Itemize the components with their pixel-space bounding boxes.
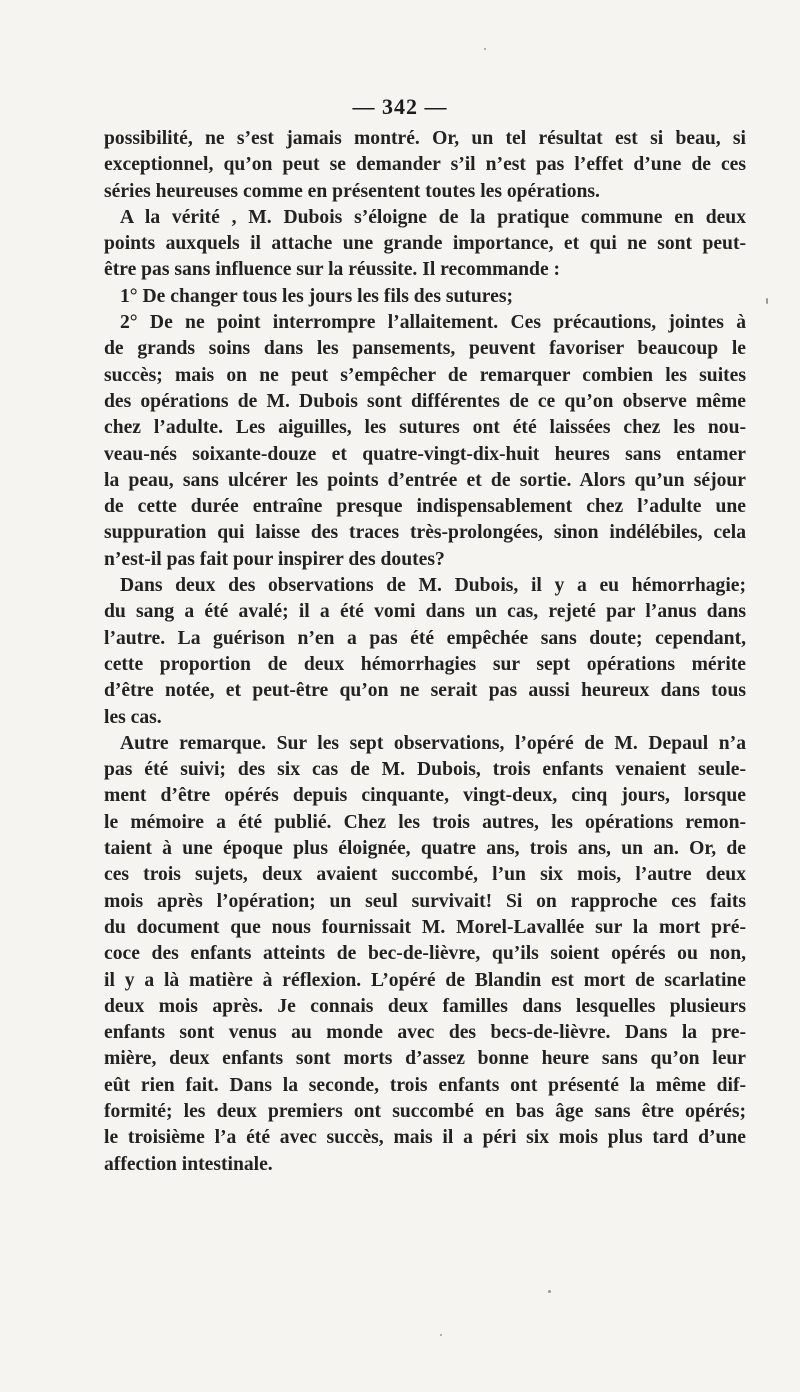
text-line: il y a là matière à réflexion. L’opéré de Blandin est mort de scarlatine bbox=[104, 969, 746, 991]
text-line: 1° De changer tous les jours les fils des sutures; bbox=[120, 285, 513, 307]
text-line: ces trois sujets, deux avaient succombé, l’un six mois, l’autre deux bbox=[104, 864, 746, 886]
text-line: mois après l’opération; un seul survivait! Si on rapproche ces faits bbox=[104, 890, 746, 912]
body-text bbox=[104, 126, 746, 1178]
text-line: séries heureuses comme en présentent toutes les opérations. bbox=[104, 180, 600, 202]
text-line: Dans deux des observations de M. Dubois, il y a eu hémorrhagie; bbox=[120, 575, 746, 597]
text-line: mière, deux enfants sont morts d’assez bonne heure sans qu’on leur bbox=[104, 1048, 746, 1070]
text-line: eût rien fait. Dans la seconde, trois enfants ont présenté la même dif- bbox=[104, 1074, 746, 1096]
text-line: cette proportion de deux hémorrhagies sur sept opérations mérite bbox=[104, 653, 746, 675]
scan-speck bbox=[484, 48, 486, 50]
text-line: exceptionnel, qu’on peut se demander s’il n’est pas l’effet d’une de ces bbox=[104, 154, 746, 176]
text-line: d’être notée, et peut-être qu’on ne serait pas aussi heureux dans tous bbox=[104, 680, 746, 702]
text-line: formité; les deux premiers ont succombé en bas âge sans être opérés; bbox=[104, 1100, 746, 1122]
text-line: l’autre. La guérison n’en a pas été empêchée sans doute; cependant, bbox=[104, 627, 746, 649]
text-line: de cette durée entraîne presque indispensablement chez l’adulte une bbox=[104, 496, 746, 518]
text-line: possibilité, ne s’est jamais montré. Or, un tel résultat est si beau, si bbox=[104, 128, 746, 149]
scan-speck bbox=[548, 1290, 551, 1293]
text-line: être pas sans influence sur la réussite. Il recommande : bbox=[104, 259, 561, 281]
text-line: des opérations de M. Dubois sont différentes de ce qu’on observe même bbox=[104, 390, 746, 412]
text-line: n’est-il pas fait pour inspirer des doutes? bbox=[104, 548, 445, 570]
scan-speck bbox=[440, 1334, 442, 1336]
text-line: A la vérité , M. Dubois s’éloigne de la pratique commune en deux bbox=[120, 206, 746, 228]
text-line: pas été suivi; des six cas de M. Dubois, trois enfants venaient seule- bbox=[104, 759, 746, 781]
text-line: suppuration qui laisse des traces très-prolongées, sinon indélébiles, cela bbox=[104, 522, 746, 544]
text-line: points auxquels il attache une grande importance, et qui ne sont peut- bbox=[104, 233, 746, 255]
text-line: Autre remarque. Sur les sept observations, l’opéré de M. Depaul n’a bbox=[120, 732, 746, 754]
text-line: chez l’adulte. Les aiguilles, les sutures ont été laissées chez les nou- bbox=[104, 417, 746, 439]
text-line: du document que nous fournissait M. Morel-Lavallée sur la mort pré- bbox=[104, 916, 746, 938]
text-line: taient à une époque plus éloignée, quatre ans, trois ans, un an. Or, de bbox=[104, 838, 746, 860]
text-line: ment d’être opérés depuis cinquante, vingt-deux, cinq jours, lorsque bbox=[104, 785, 746, 807]
text-line: enfants sont venus au monde avec des becs-de-lièvre. Dans la pre- bbox=[104, 1022, 746, 1044]
text-line: deux mois après. Je connais deux familles dans lesquelles plusieurs bbox=[104, 995, 746, 1017]
text-line: succès; mais on ne peut s’empêcher de remarquer combien les suites bbox=[104, 364, 746, 386]
scan-speck bbox=[766, 298, 768, 304]
text-line: coce des enfants atteints de bec-de-lièvre, qu’ils soient opérés ou non, bbox=[104, 943, 746, 965]
page-number: — 342 — bbox=[352, 94, 448, 119]
text-line: de grands soins dans les pansements, peuvent favoriser beaucoup le bbox=[104, 338, 746, 360]
text-line: les cas. bbox=[104, 706, 162, 728]
text-line: la peau, sans ulcérer les points d’entrée et de sortie. Alors qu’un séjour bbox=[104, 469, 746, 491]
text-line: le mémoire a été publié. Chez les trois autres, les opérations remon- bbox=[104, 811, 746, 833]
text-line: 2° De ne point interrompre l’allaitement. Ces précautions, jointes à bbox=[120, 312, 746, 334]
text-line: veau-nés soixante-douze et quatre-vingt-dix-huit heures sans entamer bbox=[104, 443, 746, 465]
text-line: affection intestinale. bbox=[104, 1153, 273, 1175]
text-line: du sang a été avalé; il a été vomi dans un cas, rejeté par l’anus dans bbox=[104, 601, 746, 623]
text-line: le troisième l’a été avec succès, mais il a péri six mois plus tard d’une bbox=[104, 1127, 746, 1149]
